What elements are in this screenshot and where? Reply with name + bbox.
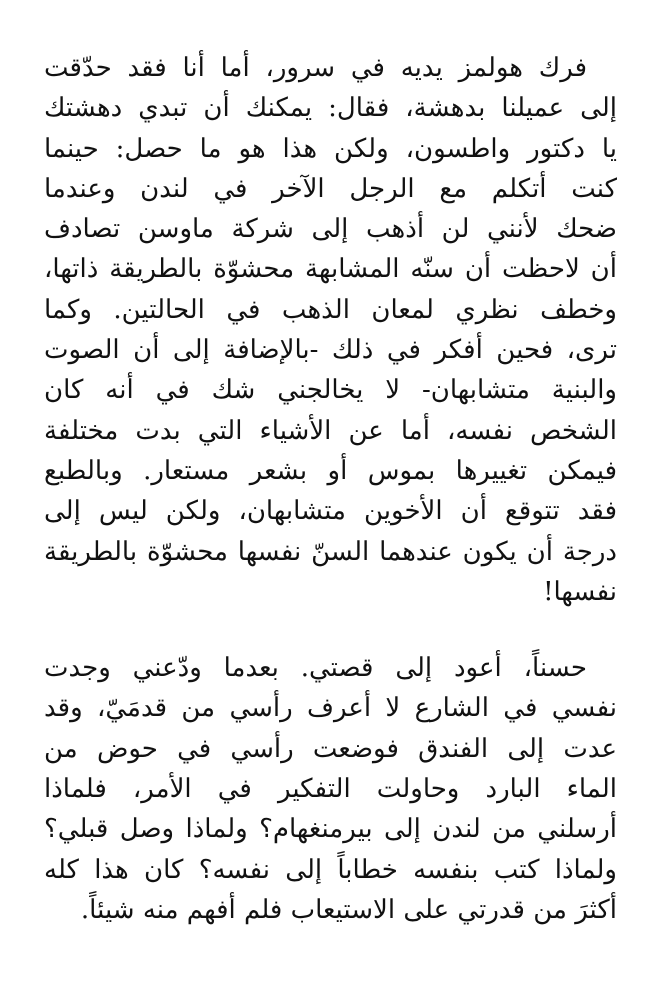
text-line: فرك هولمز يديه في سرور، أما أنا فقد حدّقت [44, 53, 587, 83]
book-page [44, 48, 617, 930]
text-line: الشخص نفسه، أما عن الأشياء التي بدت مختلفة [44, 415, 617, 446]
text-line: الماء البارد وحاولت التفكير في الأمر، فلماذا [44, 774, 617, 805]
text-line: حسناً، أعود إلى قصتي. بعدما ودّعني وجدت [44, 653, 587, 684]
text-line: ترى، فحين أفكر في ذلك -بالإضافة إلى أن الصوت [44, 335, 617, 366]
text-line: عدت إلى الفندق فوضعت رأسي في حوض من [44, 733, 617, 764]
text-line: أرسلني من لندن إلى بيرمنغهام؟ ولماذا وصل قبلي؟ [44, 814, 617, 845]
text-line: إلى عميلنا بدهشة، فقال: يمكنك أن تبدي دهشتك [44, 93, 617, 124]
paragraph-2 [44, 648, 617, 930]
text-line: وخطف نظري لمعان الذهب في الحالتين. وكما [44, 294, 617, 325]
text-line: ولماذا كتب بنفسه خطاباً إلى نفسه؟ كان هذا كله [44, 854, 617, 885]
text-line: فيمكن تغييرها بموس أو بشعر مستعار. وبالطبع [44, 455, 617, 486]
text-line: كنت أتكلم مع الرجل الآخر في لندن وعندما [44, 173, 617, 204]
text-line: نفسها! [543, 576, 617, 607]
paragraph-1 [44, 48, 617, 612]
text-line: والبنية متشابهان- لا يخالجني شك في أنه كان [44, 375, 617, 406]
text-line: يا دكتور واطسون، ولكن هذا هو ما حصل: حينما [44, 133, 617, 164]
text-line: ضحك لأنني لن أذهب إلى شركة ماوسن تصادف [44, 214, 617, 245]
text-line: نفسي في الشارع لا أعرف رأسي من قدمَيّ، وقد [44, 693, 617, 724]
text-line: درجة أن يكون عندهما السنّ نفسها محشوّة بالطريقة [44, 536, 617, 567]
text-line: أن لاحظت أن سنّه المشابهة محشوّة بالطريقة ذاتها، [44, 254, 617, 285]
text-line: أكثرَ من قدرتي على الاستيعاب فلم أفهم منه شيئاً. [80, 894, 617, 925]
text-line: فقد تتوقع أن الأخوين متشابهان، ولكن ليس إلى [44, 496, 617, 527]
